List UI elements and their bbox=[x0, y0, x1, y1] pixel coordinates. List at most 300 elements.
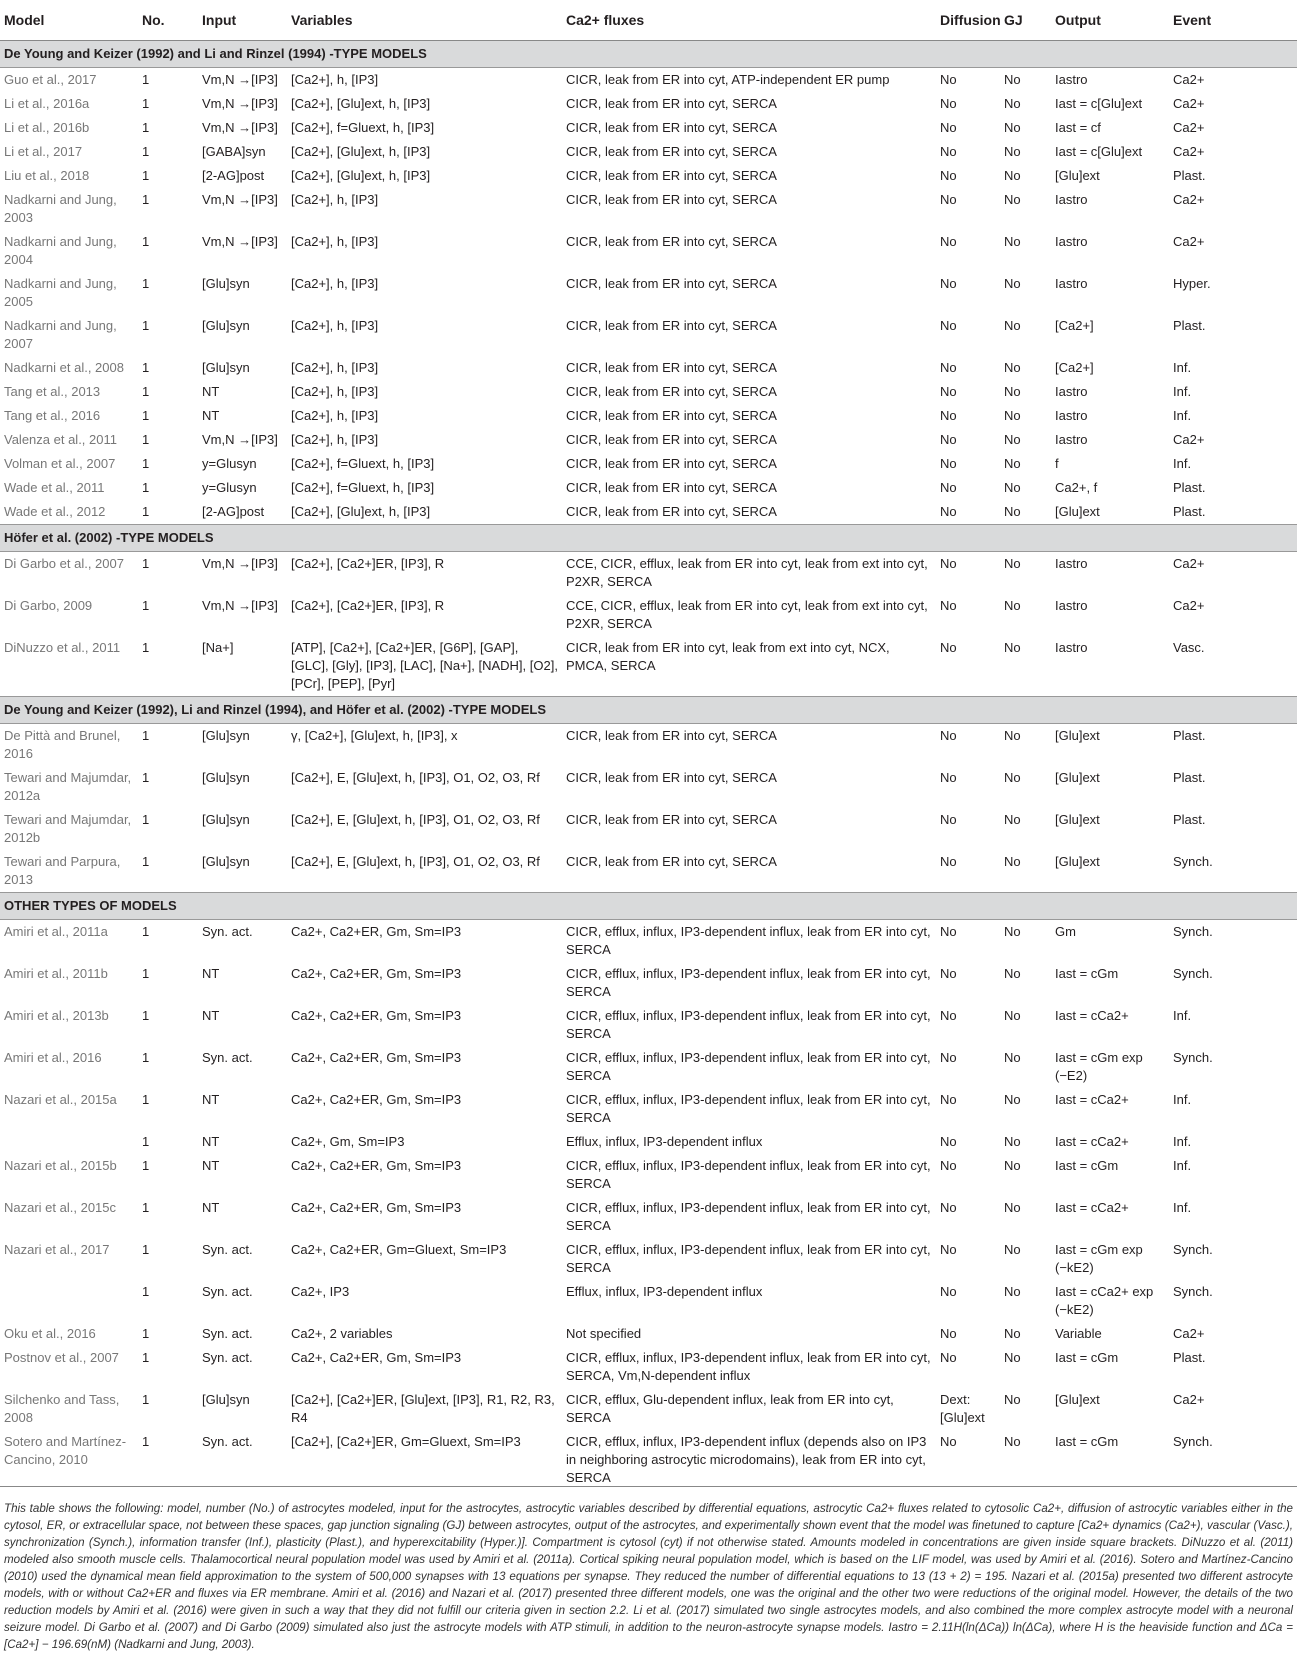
cell-no: 1 bbox=[142, 144, 150, 159]
cell-event: Inf. bbox=[1173, 1158, 1192, 1173]
cell-variables: [Ca2+], [Glu]ext, h, [IP3] bbox=[291, 144, 431, 159]
cell-gj: No bbox=[1004, 854, 1021, 869]
cell-diffusion: No bbox=[940, 854, 957, 869]
cell-no: 1 bbox=[142, 480, 150, 495]
cell-diffusion: No bbox=[940, 1092, 957, 1107]
cell-diffusion: No bbox=[940, 456, 957, 471]
cell-model: Tang et al., 2016 bbox=[4, 408, 101, 423]
cell-model: Nadkarni and Jung, 2007 bbox=[4, 318, 117, 351]
cell-event: Synch. bbox=[1173, 924, 1213, 939]
table-row bbox=[0, 1346, 1297, 1388]
cell-diffusion: No bbox=[940, 276, 957, 291]
cell-gj: No bbox=[1004, 1008, 1021, 1023]
cell-output: Iastro bbox=[1055, 276, 1088, 291]
table-row bbox=[0, 962, 1297, 1004]
cell-fluxes: CICR, leak from ER into cyt, SERCA bbox=[566, 812, 777, 827]
cell-gj: No bbox=[1004, 456, 1021, 471]
table-row bbox=[0, 356, 1297, 380]
table-row bbox=[0, 552, 1297, 595]
cell-fluxes: CICR, leak from ER into cyt, SERCA bbox=[566, 408, 777, 423]
cell-diffusion: No bbox=[940, 1200, 957, 1215]
cell-variables: [Ca2+], h, [IP3] bbox=[291, 192, 379, 207]
cell-diffusion: No bbox=[940, 1008, 957, 1023]
cell-fluxes: CICR, efflux, influx, IP3-dependent influx, leak from ER into cyt, SERCA bbox=[566, 1242, 931, 1275]
cell-fluxes: CCE, CICR, efflux, leak from ER into cyt, leak from ext into cyt, P2XR, SERCA bbox=[566, 598, 928, 631]
cell-model: Di Garbo et al., 2007 bbox=[4, 556, 124, 571]
cell-event: Ca2+ bbox=[1173, 120, 1205, 135]
cell-diffusion: No bbox=[940, 1326, 957, 1341]
cell-gj: No bbox=[1004, 1434, 1021, 1449]
cell-model: Silchenko and Tass, 2008 bbox=[4, 1392, 120, 1425]
cell-variables: [Ca2+], h, [IP3] bbox=[291, 72, 379, 87]
cell-fluxes: CICR, efflux, influx, IP3-dependent influx, leak from ER into cyt, SERCA bbox=[566, 1092, 931, 1125]
table-row bbox=[0, 452, 1297, 476]
cell-no: 1 bbox=[142, 384, 150, 399]
cell-fluxes: CICR, leak from ER into cyt, SERCA bbox=[566, 456, 777, 471]
table-row bbox=[0, 1322, 1297, 1346]
cell-variables: [Ca2+], h, [IP3] bbox=[291, 360, 379, 375]
cell-output: Iastro bbox=[1055, 234, 1088, 249]
cell-no: 1 bbox=[142, 318, 150, 333]
cell-no: 1 bbox=[142, 360, 150, 375]
cell-input: Vm,N →[IP3] bbox=[202, 96, 278, 111]
section-header bbox=[0, 41, 1297, 68]
cell-output: Iast = cf bbox=[1055, 120, 1101, 135]
cell-input: [2-AG]post bbox=[202, 168, 265, 183]
cell-diffusion: No bbox=[940, 1284, 957, 1299]
cell-model: Postnov et al., 2007 bbox=[4, 1350, 119, 1365]
cell-diffusion: No bbox=[940, 1158, 957, 1173]
cell-output: Variable bbox=[1055, 1326, 1102, 1341]
cell-no: 1 bbox=[142, 120, 150, 135]
table-row bbox=[0, 476, 1297, 500]
col-no: No. bbox=[138, 0, 198, 41]
cell-variables: [Ca2+], [Ca2+]ER, [Glu]ext, [IP3], R1, R2, R3, R4 bbox=[291, 1392, 555, 1425]
cell-event: Synch. bbox=[1173, 1050, 1213, 1065]
cell-input: NT bbox=[202, 1092, 220, 1107]
cell-no: 1 bbox=[142, 1050, 150, 1065]
cell-fluxes: CICR, leak from ER into cyt, SERCA bbox=[566, 384, 777, 399]
cell-event: Inf. bbox=[1173, 1200, 1192, 1215]
cell-input: [Na+] bbox=[202, 640, 234, 655]
cell-gj: No bbox=[1004, 770, 1021, 785]
table-row bbox=[0, 1196, 1297, 1238]
cell-model: Tewari and Majumdar, 2012b bbox=[4, 812, 132, 845]
cell-no: 1 bbox=[142, 770, 150, 785]
table-row bbox=[0, 636, 1297, 697]
cell-diffusion: No bbox=[940, 432, 957, 447]
cell-event: Ca2+ bbox=[1173, 192, 1205, 207]
cell-output: [Glu]ext bbox=[1055, 728, 1100, 743]
cell-no: 1 bbox=[142, 504, 150, 519]
cell-variables: [Ca2+], f=Gluext, h, [IP3] bbox=[291, 456, 435, 471]
cell-input: NT bbox=[202, 1008, 220, 1023]
cell-model: Amiri et al., 2013b bbox=[4, 1008, 109, 1023]
col-gj: GJ bbox=[1000, 0, 1051, 41]
table-row bbox=[0, 1088, 1297, 1130]
cell-output: Iast = cGm exp (−kE2) bbox=[1055, 1242, 1143, 1275]
cell-gj: No bbox=[1004, 120, 1021, 135]
cell-variables: [Ca2+], [Glu]ext, h, [IP3] bbox=[291, 96, 431, 111]
cell-model: Volman et al., 2007 bbox=[4, 456, 116, 471]
cell-no: 1 bbox=[142, 432, 150, 447]
table-row bbox=[0, 1046, 1297, 1088]
cell-input: Syn. act. bbox=[202, 1434, 253, 1449]
cell-input: NT bbox=[202, 408, 220, 423]
cell-variables: Ca2+, Ca2+ER, Gm, Sm=IP3 bbox=[291, 1200, 462, 1215]
cell-fluxes: CICR, leak from ER into cyt, SERCA bbox=[566, 276, 777, 291]
cell-no: 1 bbox=[142, 456, 150, 471]
cell-input: Syn. act. bbox=[202, 1350, 253, 1365]
cell-diffusion: No bbox=[940, 1242, 957, 1257]
cell-input: NT bbox=[202, 384, 220, 399]
cell-event: Plast. bbox=[1173, 1350, 1206, 1365]
cell-output: Iast = cCa2+ bbox=[1055, 1092, 1129, 1107]
cell-gj: No bbox=[1004, 360, 1021, 375]
cell-variables: [Ca2+], h, [IP3] bbox=[291, 234, 379, 249]
cell-event: Ca2+ bbox=[1173, 1326, 1205, 1341]
cell-gj: No bbox=[1004, 144, 1021, 159]
cell-no: 1 bbox=[142, 966, 150, 981]
cell-model: Liu et al., 2018 bbox=[4, 168, 90, 183]
cell-variables: γ, [Ca2+], [Glu]ext, h, [IP3], x bbox=[291, 728, 458, 743]
cell-input: [Glu]syn bbox=[202, 728, 250, 743]
cell-model: Di Garbo, 2009 bbox=[4, 598, 93, 613]
cell-output: Iastro bbox=[1055, 72, 1088, 87]
cell-model: Nadkarni and Jung, 2003 bbox=[4, 192, 117, 225]
cell-gj: No bbox=[1004, 1158, 1021, 1173]
cell-gj: No bbox=[1004, 924, 1021, 939]
cell-input: [Glu]syn bbox=[202, 318, 250, 333]
cell-fluxes: CICR, leak from ER into cyt, SERCA bbox=[566, 504, 777, 519]
cell-diffusion: No bbox=[940, 168, 957, 183]
col-output: Output bbox=[1051, 0, 1169, 41]
cell-output: Iast = cCa2+ bbox=[1055, 1134, 1129, 1149]
cell-model: Wade et al., 2011 bbox=[4, 480, 105, 495]
cell-output: Iast = cGm bbox=[1055, 1158, 1119, 1173]
cell-fluxes: CICR, leak from ER into cyt, SERCA bbox=[566, 318, 777, 333]
table-row bbox=[0, 1388, 1297, 1430]
cell-output: Iast = cCa2+ exp (−kE2) bbox=[1055, 1284, 1154, 1317]
cell-no: 1 bbox=[142, 1008, 150, 1023]
cell-event: Inf. bbox=[1173, 360, 1192, 375]
cell-fluxes: CICR, leak from ER into cyt, SERCA bbox=[566, 432, 777, 447]
table-row bbox=[0, 1130, 1297, 1154]
cell-fluxes: CICR, efflux, influx, IP3-dependent influx, leak from ER into cyt, SERCA bbox=[566, 1050, 931, 1083]
cell-model: Sotero and Martínez-Cancino, 2010 bbox=[4, 1434, 127, 1467]
cell-input: Vm,N →[IP3] bbox=[202, 120, 278, 135]
col-model: Model bbox=[0, 0, 138, 41]
cell-input: NT bbox=[202, 1134, 220, 1149]
section-header bbox=[0, 525, 1297, 552]
table-row bbox=[0, 164, 1297, 188]
cell-fluxes: CICR, leak from ER into cyt, SERCA bbox=[566, 234, 777, 249]
cell-input: [Glu]syn bbox=[202, 276, 250, 291]
cell-output: Ca2+, f bbox=[1055, 480, 1098, 495]
cell-fluxes: CICR, leak from ER into cyt, SERCA bbox=[566, 480, 777, 495]
cell-diffusion: No bbox=[940, 72, 957, 87]
table-row bbox=[0, 428, 1297, 452]
table-row bbox=[0, 808, 1297, 850]
cell-variables: [Ca2+], h, [IP3] bbox=[291, 432, 379, 447]
cell-gj: No bbox=[1004, 408, 1021, 423]
cell-output: [Glu]ext bbox=[1055, 812, 1100, 827]
cell-variables: [Ca2+], [Glu]ext, h, [IP3] bbox=[291, 168, 431, 183]
cell-no: 1 bbox=[142, 72, 150, 87]
cell-model: Amiri et al., 2011a bbox=[4, 924, 108, 939]
cell-variables: [Ca2+], [Ca2+]ER, [IP3], R bbox=[291, 598, 445, 613]
cell-variables: [Ca2+], f=Gluext, h, [IP3] bbox=[291, 120, 435, 135]
cell-no: 1 bbox=[142, 276, 150, 291]
cell-output: Iast = c[Glu]ext bbox=[1055, 144, 1143, 159]
cell-no: 1 bbox=[142, 168, 150, 183]
cell-diffusion: No bbox=[940, 1134, 957, 1149]
cell-input: [Glu]syn bbox=[202, 854, 250, 869]
cell-gj: No bbox=[1004, 1350, 1021, 1365]
cell-gj: No bbox=[1004, 966, 1021, 981]
cell-no: 1 bbox=[142, 1284, 150, 1299]
cell-variables: [Ca2+], h, [IP3] bbox=[291, 384, 379, 399]
cell-gj: No bbox=[1004, 1092, 1021, 1107]
cell-input: Vm,N →[IP3] bbox=[202, 556, 278, 571]
cell-no: 1 bbox=[142, 1242, 150, 1257]
cell-output: Iast = cGm exp (−E2) bbox=[1055, 1050, 1143, 1083]
table-row bbox=[0, 1238, 1297, 1280]
table-bottom-rule bbox=[0, 1486, 1297, 1487]
section-header bbox=[0, 697, 1297, 724]
cell-fluxes: Efflux, influx, IP3-dependent influx bbox=[566, 1284, 763, 1299]
cell-diffusion: Dext: [Glu]ext bbox=[940, 1392, 985, 1425]
cell-input: NT bbox=[202, 1158, 220, 1173]
cell-diffusion: No bbox=[940, 408, 957, 423]
cell-no: 1 bbox=[142, 1134, 150, 1149]
cell-diffusion: No bbox=[940, 318, 957, 333]
cell-model: Nadkarni and Jung, 2005 bbox=[4, 276, 117, 309]
cell-model: Nazari et al., 2015b bbox=[4, 1158, 117, 1173]
cell-output: Iastro bbox=[1055, 556, 1088, 571]
cell-variables: [Ca2+], E, [Glu]ext, h, [IP3], O1, O2, O3, Rf bbox=[291, 770, 540, 785]
cell-no: 1 bbox=[142, 1158, 150, 1173]
table-row bbox=[0, 766, 1297, 808]
cell-fluxes: CICR, leak from ER into cyt, SERCA bbox=[566, 192, 777, 207]
cell-model bbox=[0, 1130, 138, 1154]
cell-input: Syn. act. bbox=[202, 1326, 253, 1341]
cell-model: DiNuzzo et al., 2011 bbox=[4, 640, 121, 655]
cell-event: Plast. bbox=[1173, 812, 1206, 827]
cell-output: Iastro bbox=[1055, 598, 1088, 613]
cell-no: 1 bbox=[142, 1434, 150, 1449]
cell-diffusion: No bbox=[940, 120, 957, 135]
table-row bbox=[0, 140, 1297, 164]
cell-event: Synch. bbox=[1173, 854, 1213, 869]
cell-model: De Pittà and Brunel, 2016 bbox=[4, 728, 121, 761]
cell-input: Vm,N →[IP3] bbox=[202, 72, 278, 87]
cell-no: 1 bbox=[142, 854, 150, 869]
cell-fluxes: CICR, leak from ER into cyt, SERCA bbox=[566, 770, 777, 785]
cell-model: Oku et al., 2016 bbox=[4, 1326, 96, 1341]
cell-no: 1 bbox=[142, 728, 150, 743]
cell-input: Vm,N →[IP3] bbox=[202, 432, 278, 447]
cell-fluxes: Efflux, influx, IP3-dependent influx bbox=[566, 1134, 763, 1149]
cell-variables: Ca2+, Ca2+ER, Gm, Sm=IP3 bbox=[291, 1008, 462, 1023]
table-row bbox=[0, 1154, 1297, 1196]
cell-model bbox=[0, 1280, 138, 1322]
cell-output: Iastro bbox=[1055, 192, 1088, 207]
cell-gj: No bbox=[1004, 72, 1021, 87]
cell-no: 1 bbox=[142, 812, 150, 827]
cell-model: Tewari and Majumdar, 2012a bbox=[4, 770, 132, 803]
cell-input: [Glu]syn bbox=[202, 360, 250, 375]
section-title: Höfer et al. (2002) -TYPE MODELS bbox=[0, 525, 1297, 552]
cell-diffusion: No bbox=[940, 598, 957, 613]
cell-event: Ca2+ bbox=[1173, 72, 1205, 87]
cell-input: [Glu]syn bbox=[202, 812, 250, 827]
cell-fluxes: CICR, efflux, influx, IP3-dependent influx, leak from ER into cyt, SERCA bbox=[566, 966, 931, 999]
cell-output: Iastro bbox=[1055, 432, 1088, 447]
cell-gj: No bbox=[1004, 1284, 1021, 1299]
cell-diffusion: No bbox=[940, 360, 957, 375]
cell-event: Hyper. bbox=[1173, 276, 1211, 291]
cell-output: [Ca2+] bbox=[1055, 318, 1094, 333]
cell-fluxes: CICR, leak from ER into cyt, SERCA bbox=[566, 728, 777, 743]
cell-diffusion: No bbox=[940, 96, 957, 111]
cell-input: Syn. act. bbox=[202, 1050, 253, 1065]
table-row bbox=[0, 1280, 1297, 1322]
col-diffusion: Diffusion bbox=[936, 0, 1000, 41]
cell-variables: [ATP], [Ca2+], [Ca2+]ER, [G6P], [GAP], [GLC], [Gly], [IP3], [LAC], [Na+], [NADH], [O2], [PCr], [PEP], [Pyr] bbox=[291, 640, 558, 691]
section-title: De Young and Keizer (1992), Li and Rinzel (1994), and Höfer et al. (2002) -TYPE MODELS bbox=[0, 697, 1297, 724]
cell-event: Synch. bbox=[1173, 1434, 1213, 1449]
table-footnote: This table shows the following: model, number (No.) of astrocytes modeled, input for the astrocytes, astrocytic variables described by differential equations, astrocytic Ca2+ fluxes related to cytosolic Ca2+, diffusion of astrocytic variables either in the cytosol, ER, or extracellular space, not between these spaces, gap junction signaling (GJ) between astrocytes, output of the astrocytes, and experimentally shown event that the model was finetuned to capture [Ca2+ dynamics (Ca2+), vascular (Vasc.), synchronization (Synch.), information transfer (Inf.), plasticity (Plast.), and hyperexcitability (Hyper.)]. Compartment is cytosol (cyt) if not otherwise stated. Amounts modeled in concentrations are given inside square brackets. DiNuzzo et al. (2011) modeled also smooth muscle cells. Thalamocortical neural population model was used by Amiri et al. (2011a). Cortical spiking neural population model, which is based on the LIF model, was used by Amiri et al. (2016). Sotero and Martínez-Cancino (2010) used the dynamical mean field approximation to the system of 500,000 synapses with 13 equations per synapse. They reduced the number of differential equations to 13 (13 + 2) = 195. Nazari et al. (2015a) presented two different astrocyte models, with or without Ca2+ER and fluxes via ER membrane. Amiri et al. (2016) and Nazari et al. (2017) presented three different models, one was the original and the other two were reductions of the original model. However, the details of the two reduction models by Amiri et al. (2016) were given in such a way that they did not fulfill our criteria given in section 2.2. Li et al. (2017) simulated two single astrocytes models, and also combined the more complex astrocyte model with a neuronal seizure model. Di Garbo et al. (2007) and Di Garbo (2009) simulated also just the astrocyte models with ATP stimuli, in addition to the neuron-astrocyte synapse models. Iastro = 2.11H(ln(ΔCa)) ln(ΔCa), where H is the heaviside function and ΔCa = [Ca2+] − 196.69(nM) (Nadkarni and Jung, 2003). bbox=[4, 1502, 1293, 1651]
cell-model: Li et al., 2016a bbox=[4, 96, 90, 111]
cell-fluxes: CICR, efflux, influx, IP3-dependent influx, leak from ER into cyt, SERCA, Vm,N-dependent influx bbox=[566, 1350, 931, 1383]
cell-diffusion: No bbox=[940, 924, 957, 939]
cell-event: Ca2+ bbox=[1173, 96, 1205, 111]
cell-output: Iastro bbox=[1055, 384, 1088, 399]
cell-variables: [Ca2+], [Glu]ext, h, [IP3] bbox=[291, 504, 431, 519]
cell-gj: No bbox=[1004, 1050, 1021, 1065]
table-row bbox=[0, 188, 1297, 230]
cell-gj: No bbox=[1004, 276, 1021, 291]
cell-model: Li et al., 2016b bbox=[4, 120, 90, 135]
cell-event: Ca2+ bbox=[1173, 432, 1205, 447]
table-row bbox=[0, 1004, 1297, 1046]
col-input: Input bbox=[198, 0, 287, 41]
cell-input: [Glu]syn bbox=[202, 770, 250, 785]
cell-model: Wade et al., 2012 bbox=[4, 504, 106, 519]
cell-input: [GABA]syn bbox=[202, 144, 266, 159]
table-row bbox=[0, 380, 1297, 404]
cell-input: Vm,N →[IP3] bbox=[202, 234, 278, 249]
cell-event: Plast. bbox=[1173, 728, 1206, 743]
cell-input: Vm,N →[IP3] bbox=[202, 192, 278, 207]
table-row bbox=[0, 724, 1297, 767]
cell-output: [Glu]ext bbox=[1055, 168, 1100, 183]
table-row bbox=[0, 68, 1297, 93]
cell-gj: No bbox=[1004, 168, 1021, 183]
cell-variables: Ca2+, Ca2+ER, Gm, Sm=IP3 bbox=[291, 1050, 462, 1065]
cell-diffusion: No bbox=[940, 640, 957, 655]
cell-model: Guo et al., 2017 bbox=[4, 72, 97, 87]
cell-model: Amiri et al., 2016 bbox=[4, 1050, 102, 1065]
cell-gj: No bbox=[1004, 318, 1021, 333]
cell-output: [Glu]ext bbox=[1055, 504, 1100, 519]
cell-event: Inf. bbox=[1173, 384, 1192, 399]
cell-event: Inf. bbox=[1173, 456, 1192, 471]
cell-fluxes: CICR, efflux, influx, IP3-dependent influx, leak from ER into cyt, SERCA bbox=[566, 1200, 931, 1233]
cell-output: Iast = cGm bbox=[1055, 1434, 1119, 1449]
cell-gj: No bbox=[1004, 1134, 1021, 1149]
cell-no: 1 bbox=[142, 234, 150, 249]
cell-fluxes: CICR, leak from ER into cyt, SERCA bbox=[566, 360, 777, 375]
cell-gj: No bbox=[1004, 432, 1021, 447]
cell-output: Iastro bbox=[1055, 408, 1088, 423]
cell-output: [Glu]ext bbox=[1055, 854, 1100, 869]
cell-gj: No bbox=[1004, 504, 1021, 519]
cell-variables: Ca2+, 2 variables bbox=[291, 1326, 393, 1341]
table-row bbox=[0, 230, 1297, 272]
cell-model: Nadkarni and Jung, 2004 bbox=[4, 234, 117, 267]
cell-input: Syn. act. bbox=[202, 1242, 253, 1257]
cell-variables: Ca2+, Ca2+ER, Gm, Sm=IP3 bbox=[291, 1158, 462, 1173]
cell-diffusion: No bbox=[940, 1350, 957, 1365]
table-row bbox=[0, 594, 1297, 636]
cell-model: Nazari et al., 2015a bbox=[4, 1092, 117, 1107]
table-row bbox=[0, 116, 1297, 140]
cell-diffusion: No bbox=[940, 234, 957, 249]
cell-no: 1 bbox=[142, 640, 150, 655]
cell-output: Iast = c[Glu]ext bbox=[1055, 96, 1143, 111]
cell-output: [Ca2+] bbox=[1055, 360, 1094, 375]
cell-no: 1 bbox=[142, 1200, 150, 1215]
table-row bbox=[0, 272, 1297, 314]
cell-event: Plast. bbox=[1173, 318, 1206, 333]
cell-variables: [Ca2+], h, [IP3] bbox=[291, 276, 379, 291]
cell-no: 1 bbox=[142, 408, 150, 423]
cell-diffusion: No bbox=[940, 556, 957, 571]
cell-diffusion: No bbox=[940, 504, 957, 519]
cell-variables: Ca2+, IP3 bbox=[291, 1284, 350, 1299]
cell-diffusion: No bbox=[940, 812, 957, 827]
section-title: De Young and Keizer (1992) and Li and Rinzel (1994) -TYPE MODELS bbox=[0, 41, 1297, 68]
cell-variables: [Ca2+], [Ca2+]ER, [IP3], R bbox=[291, 556, 445, 571]
table-row bbox=[0, 1430, 1297, 1490]
cell-event: Synch. bbox=[1173, 1284, 1213, 1299]
cell-event: Plast. bbox=[1173, 168, 1206, 183]
cell-input: Syn. act. bbox=[202, 924, 253, 939]
cell-event: Synch. bbox=[1173, 1242, 1213, 1257]
table-row bbox=[0, 500, 1297, 525]
cell-gj: No bbox=[1004, 728, 1021, 743]
cell-fluxes: CICR, efflux, influx, IP3-dependent influx (depends also on IP3 in neighboring astrocytic microdomains), leak from ER into cyt, SERCA bbox=[566, 1434, 927, 1485]
cell-diffusion: No bbox=[940, 1434, 957, 1449]
cell-diffusion: No bbox=[940, 770, 957, 785]
cell-no: 1 bbox=[142, 96, 150, 111]
cell-gj: No bbox=[1004, 384, 1021, 399]
cell-variables: Ca2+, Ca2+ER, Gm, Sm=IP3 bbox=[291, 966, 462, 981]
cell-input: NT bbox=[202, 966, 220, 981]
cell-fluxes: CICR, leak from ER into cyt, SERCA bbox=[566, 168, 777, 183]
cell-output: [Glu]ext bbox=[1055, 770, 1100, 785]
section-title: OTHER TYPES OF MODELS bbox=[0, 893, 1297, 920]
section-header bbox=[0, 893, 1297, 920]
cell-no: 1 bbox=[142, 192, 150, 207]
cell-output: Iast = cCa2+ bbox=[1055, 1200, 1129, 1215]
col-fluxes: Ca2+ fluxes bbox=[562, 0, 936, 41]
cell-diffusion: No bbox=[940, 966, 957, 981]
cell-event: Inf. bbox=[1173, 1134, 1192, 1149]
cell-variables: Ca2+, Ca2+ER, Gm, Sm=IP3 bbox=[291, 1092, 462, 1107]
